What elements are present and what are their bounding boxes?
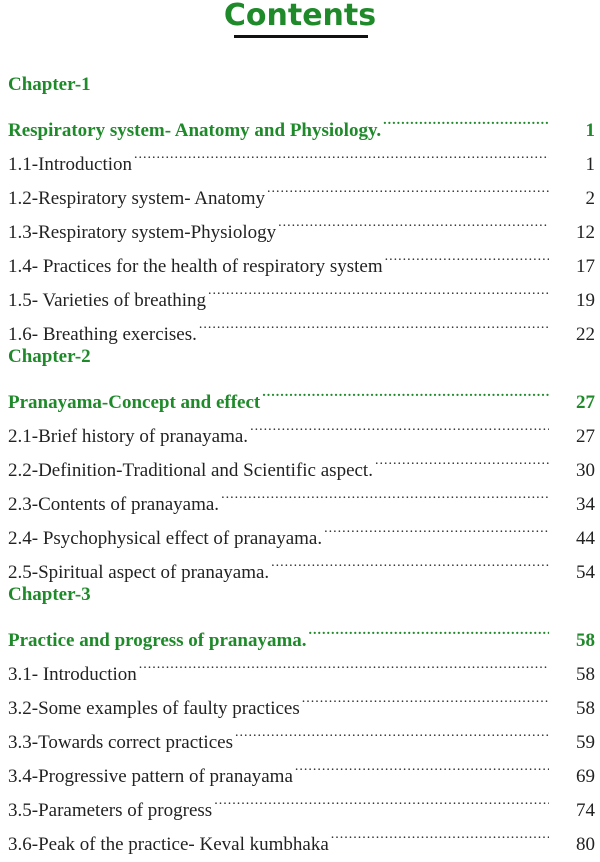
toc-entry-label: 1.3-Respiratory system-Physiology xyxy=(8,222,277,243)
dot-leader xyxy=(331,816,549,850)
dot-leader xyxy=(309,612,549,646)
toc-entry-label: 2.4- Psychophysical effect of pranayama. xyxy=(8,528,323,549)
dot-leader xyxy=(267,170,549,204)
toc-entry-label: 2.1-Brief history of pranayama. xyxy=(8,426,249,447)
toc-entry-label: 1.2-Respiratory system- Anatomy xyxy=(8,188,265,209)
toc-entry-label: 1.6- Breathing exercises. xyxy=(8,324,197,345)
dot-leader xyxy=(383,102,549,136)
page-number: 1 xyxy=(585,120,595,141)
dot-leader xyxy=(235,714,549,748)
dot-leader xyxy=(375,442,549,476)
chapter-title-row[interactable] xyxy=(8,374,595,413)
toc-entry-label: 3.2-Some examples of faulty practices xyxy=(8,698,300,719)
page-number: 59 xyxy=(576,732,595,753)
page-number: 22 xyxy=(576,324,595,345)
toc-entry-label: 3.6-Peak of the practice- Keval kumbhaka xyxy=(8,834,329,855)
toc-entry-label: 3.1- Introduction xyxy=(8,664,137,685)
toc-entry-label: 2.2-Definition-Traditional and Scientific aspect. xyxy=(8,460,373,481)
dot-leader xyxy=(208,272,549,306)
toc-entry-label: 3.5-Parameters of progress xyxy=(8,800,213,821)
chapter-title-label: Practice and progress of pranayama. xyxy=(8,630,307,651)
page-number: 27 xyxy=(576,392,595,413)
title-underline xyxy=(234,35,368,38)
toc-entry-label: 1.5- Varieties of breathing xyxy=(8,290,207,311)
table-of-contents xyxy=(8,68,595,855)
chapter-heading-label: Chapter-2 xyxy=(8,346,91,367)
dot-leader xyxy=(324,510,549,544)
page-number: 1 xyxy=(585,154,595,175)
dot-leader xyxy=(295,748,549,782)
chapter-title-label: Respiratory system- Anatomy and Physiology. xyxy=(8,120,382,141)
dot-leader xyxy=(385,238,549,272)
dot-leader xyxy=(262,374,549,408)
dot-leader xyxy=(139,646,549,680)
page-number: 58 xyxy=(576,630,595,651)
dot-leader xyxy=(214,782,549,816)
page-number: 58 xyxy=(576,664,595,685)
toc-entry-label: 3.4-Progressive pattern of pranayama xyxy=(8,766,293,787)
toc-entry-label: 1.4- Practices for the health of respiratory system xyxy=(8,256,383,277)
page-number: 54 xyxy=(576,562,595,583)
dot-leader xyxy=(250,408,549,442)
page-number: 27 xyxy=(576,426,595,447)
dot-leader xyxy=(278,204,549,238)
toc-entry-label: 3.3-Towards correct practices xyxy=(8,732,233,753)
toc-entry-label: 2.3-Contents of pranayama. xyxy=(8,494,220,515)
page-number: 30 xyxy=(576,460,595,481)
toc-entry-label: 2.5-Spiritual aspect of pranayama. xyxy=(8,562,270,583)
page-number: 74 xyxy=(576,800,595,821)
page-number: 80 xyxy=(576,834,595,855)
chapter-heading-label: Chapter-3 xyxy=(8,584,91,605)
chapter-title-label: Pranayama-Concept and effect xyxy=(8,392,261,413)
dot-leader xyxy=(302,680,549,714)
page-number: 44 xyxy=(576,528,595,549)
page-title: Contents xyxy=(223,0,377,33)
toc-entry-label: 1.1-Introduction xyxy=(8,154,133,175)
dot-leader xyxy=(271,544,549,578)
chapter-title-row[interactable] xyxy=(8,612,595,651)
dot-leader xyxy=(199,306,549,340)
chapter-title-row[interactable] xyxy=(8,102,595,141)
dot-leader xyxy=(221,476,549,510)
page-number: 58 xyxy=(576,698,595,719)
page-number: 19 xyxy=(576,290,595,311)
page-number: 2 xyxy=(585,188,595,209)
chapter-heading xyxy=(8,68,595,102)
page-number: 69 xyxy=(576,766,595,787)
page-number: 17 xyxy=(576,256,595,277)
dot-leader xyxy=(134,136,549,170)
page-number: 12 xyxy=(576,222,595,243)
chapter-heading-label: Chapter-1 xyxy=(8,74,91,95)
page-number: 34 xyxy=(576,494,595,515)
